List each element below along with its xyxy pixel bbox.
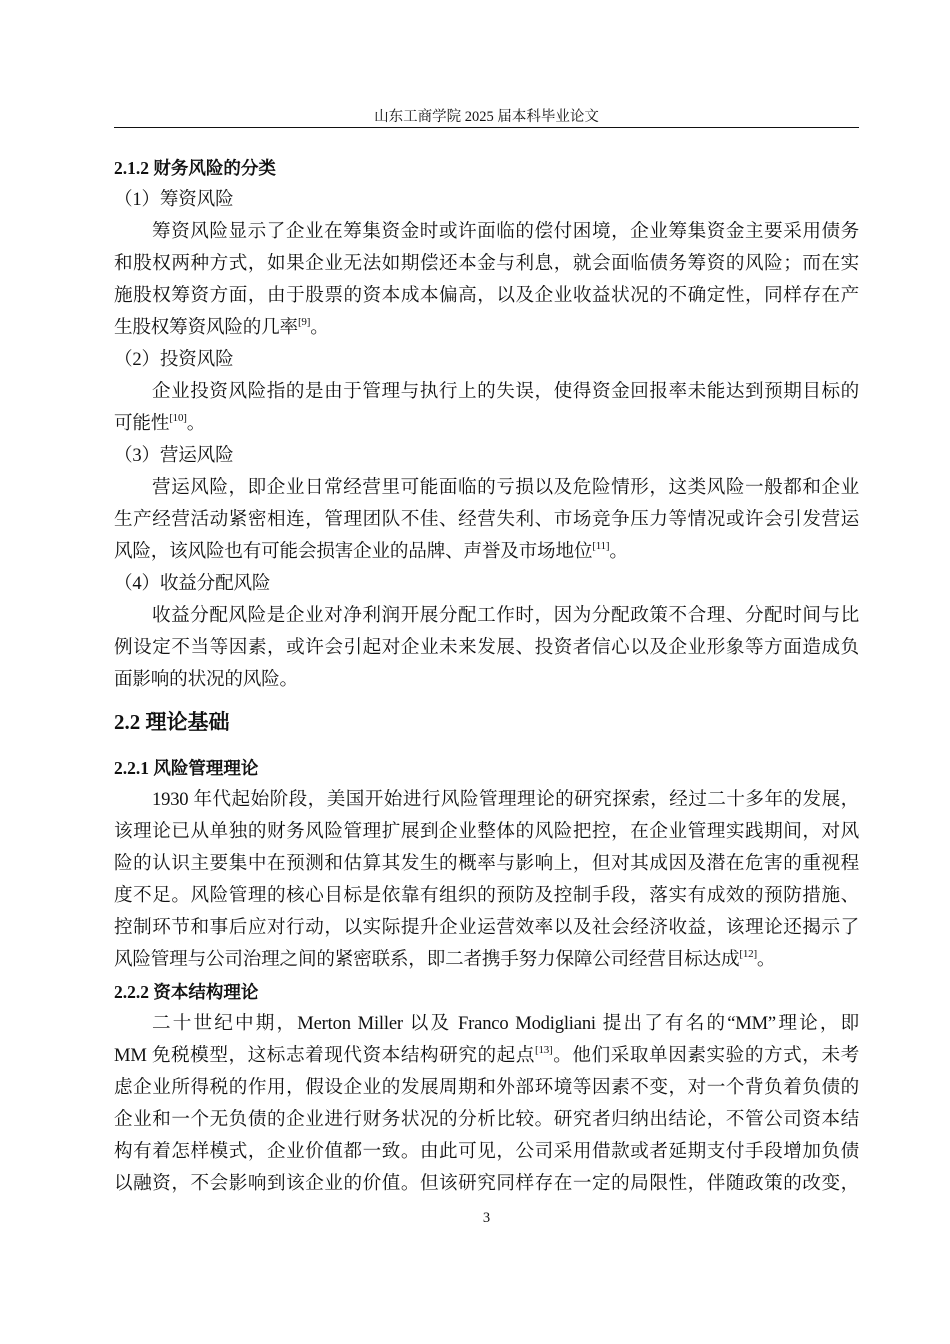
section-heading: [114, 704, 859, 740]
citation-reference: [10]: [169, 412, 187, 424]
line-text: 2.2.2 资本结构理论: [114, 982, 259, 1002]
paragraph-line: [114, 472, 859, 504]
line-text: 生股权筹资风险的几率: [114, 317, 298, 338]
line-text: 例设定不当等因素，或许会引起对企业未来发展、投资者信心以及企业形象等方面造成负: [114, 637, 859, 658]
paragraph-line: [114, 216, 859, 248]
paragraph-line: [114, 632, 859, 664]
paragraph-line: [114, 1104, 859, 1136]
list-item-heading: [114, 568, 859, 600]
line-text-tail: 。他们采取单因素实验的方式，未考: [552, 1045, 859, 1066]
line-text: 构有着怎样模式，企业价值都一致。由此可见，公司采用借款或者延期支付手段增加负债: [114, 1141, 859, 1162]
line-text: 筹资风险显示了企业在筹集资金时或许面临的偿付困境，企业筹集资金主要采用债务: [152, 221, 859, 242]
line-text: 控制环节和事后应对行动，以实际提升企业运营效率以及社会经济收益，该理论还揭示了: [114, 917, 859, 938]
list-item-heading: [114, 440, 859, 472]
paragraph-line: [114, 504, 859, 536]
line-text: 1930 年代起始阶段，美国开始进行风险管理理论的研究探索，经过二十多年的发展，: [152, 789, 859, 810]
citation-reference: [13]: [534, 1044, 553, 1056]
line-text: 该理论已从单独的财务风险管理扩展到企业整体的风险把控，在企业管理实践期间，对风: [114, 821, 859, 842]
line-text: 风险，该风险也有可能会损害企业的品牌、声誉及市场地位: [114, 541, 593, 562]
paragraph-line: [114, 664, 859, 696]
line-text: 面影响的状况的风险。: [114, 669, 298, 690]
line-text: （2）投资风险: [114, 349, 234, 370]
line-text: 2.2 理论基础: [114, 710, 230, 734]
line-text: （4）收益分配风险: [114, 573, 271, 594]
line-text-tail: 。: [186, 413, 206, 434]
line-text: 可能性: [114, 413, 170, 434]
header-rule: [114, 127, 859, 128]
line-text-tail: 。: [609, 541, 628, 562]
paragraph-line: [114, 1168, 859, 1200]
line-text: 收益分配风险是企业对净利润开展分配工作时，因为分配政策不合理、分配时间与比: [152, 605, 859, 626]
line-text: 险的认识主要集中在预测和估算其发生的概率与影响上，但对其成因及潜在危害的重视程: [114, 853, 859, 874]
line-text: MM 免税模型，这标志着现代资本结构研究的起点: [114, 1045, 535, 1066]
line-text: 营运风险，即企业日常经营里可能面临的亏损以及危险情形，这类风险一般都和企业: [152, 477, 859, 498]
page-flow: [114, 152, 859, 1228]
paragraph-line: [114, 600, 859, 632]
page-number: 3: [482, 1210, 491, 1226]
line-text-tail: 。: [756, 949, 776, 970]
page-header: 山东工商学院 2025 届本科毕业论文: [374, 109, 599, 125]
line-text: 二十世纪中期，Merton Miller 以及 Franco Modigliani 提出了有名的“MM”理论，即: [152, 1013, 859, 1034]
line-text: 以融资，不会影响到该企业的价值。但该研究同样存在一定的局限性，伴随政策的改变，: [114, 1173, 859, 1194]
line-text: 和股权两种方式，如果企业无法如期偿还本金与利息，就会面临债务筹资的风险；而在实: [114, 253, 859, 274]
subsection-heading: [114, 752, 859, 784]
subsection-heading: [114, 976, 859, 1008]
paragraph-line: [114, 944, 859, 976]
subsection-heading: [114, 152, 859, 184]
paragraph-line: [114, 536, 859, 568]
paragraph-line: [114, 1072, 859, 1104]
line-text-tail: 。: [310, 317, 329, 338]
line-text: 生产经营活动紧密相连，管理团队不佳、经营失利、市场竞争压力等情况或许会引发营运: [114, 509, 859, 530]
line-text: 2.1.2 财务风险的分类: [114, 158, 276, 178]
paragraph-line: [114, 376, 859, 408]
line-text: 企业投资风险指的是由于管理与执行上的失误，使得资金回报率未能达到预期目标的: [152, 381, 859, 402]
paragraph-line: [114, 1136, 859, 1168]
line-text: 2.2.1 风险管理理论: [114, 758, 259, 778]
paragraph-line: [114, 312, 859, 344]
line-text: 企业和一个无负债的企业进行财务状况的分析比较。研究者归纳出结论，不管公司资本结: [114, 1109, 859, 1130]
document-body: [114, 152, 859, 1200]
paragraph-line: [114, 408, 859, 440]
paragraph-line: [114, 248, 859, 280]
paragraph-line: [114, 280, 859, 312]
paragraph-line: [114, 816, 859, 848]
paragraph-line: [114, 880, 859, 912]
paragraph-line: [114, 912, 859, 944]
citation-reference: [12]: [739, 948, 757, 960]
line-text: 虑企业所得税的作用，假设企业的发展周期和外部环境等因素不变，对一个背负着负债的: [114, 1077, 859, 1098]
paragraph-line: [114, 1040, 859, 1072]
line-text: 度不足。风险管理的核心目标是依靠有组织的预防及控制手段，落实有成效的预防措施、: [114, 885, 859, 906]
paragraph-line: [114, 848, 859, 880]
paragraph-line: [114, 1008, 859, 1040]
list-item-heading: [114, 344, 859, 376]
line-text: （1）筹资风险: [114, 189, 234, 210]
citation-reference: [9]: [297, 316, 311, 328]
line-text: （3）营运风险: [114, 445, 234, 466]
list-item-heading: [114, 184, 859, 216]
line-text: 风险管理与公司治理之间的紧密联系，即二者携手努力保障公司经营目标达成: [114, 949, 740, 970]
citation-reference: [11]: [592, 540, 610, 552]
line-text: 施股权筹资方面，由于股票的资本成本偏高，以及企业收益状况的不确定性，同样存在产: [114, 285, 859, 306]
paragraph-line: [114, 784, 859, 816]
